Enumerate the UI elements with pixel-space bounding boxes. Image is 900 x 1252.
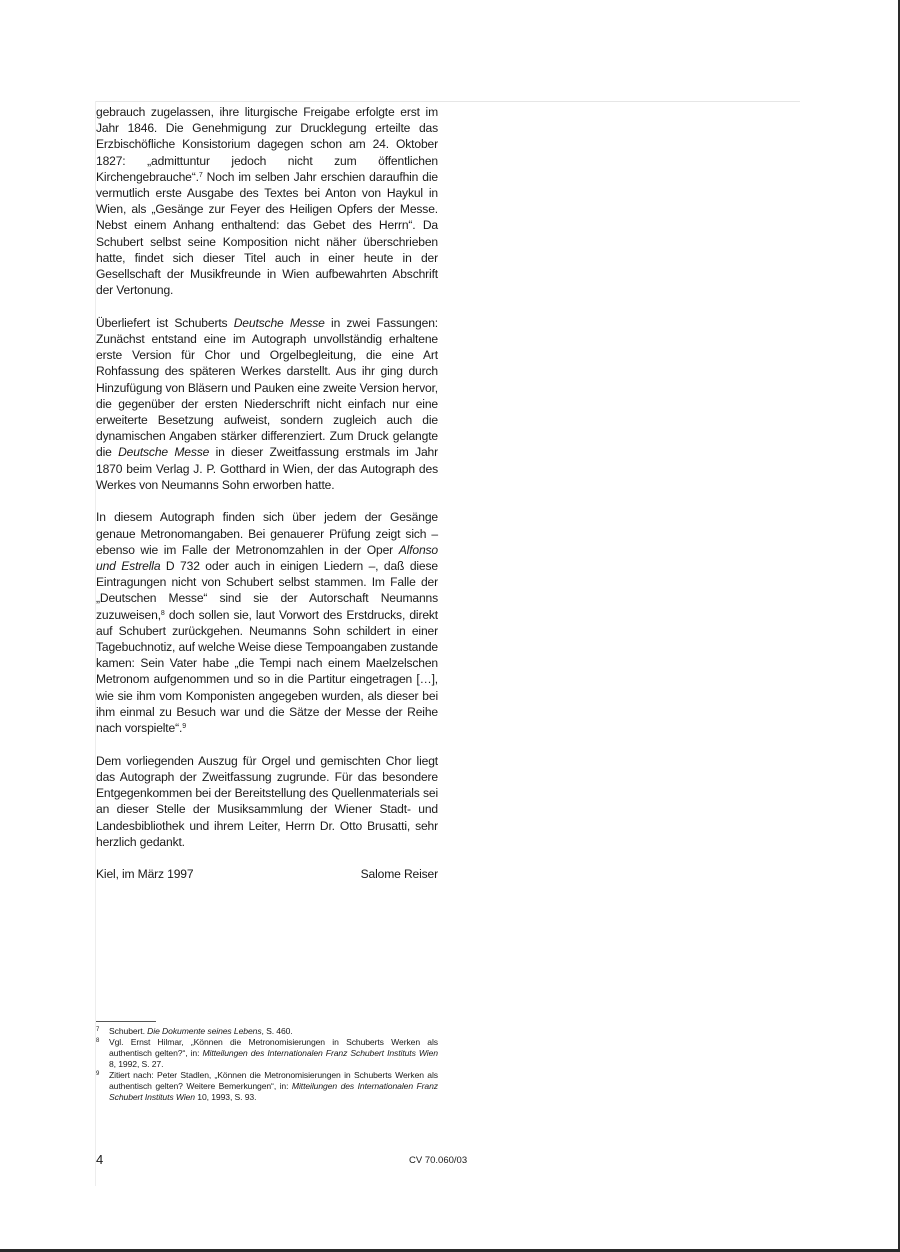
- text-run: gebrauch zugelassen, ihre liturgische Freigabe erfolgte erst im Jahr 1846. Die Genehmigung zur Drucklegung erteilte das Erzbischöfliche Konsistorium dagegen schon am 24. Oktober 1827: „admittuntur jedoch nicht zum öffentlichen Kirchengebrauche“.: [96, 105, 438, 184]
- author-name: Salome Reiser: [360, 867, 438, 882]
- text-run: Schubert.: [109, 1026, 148, 1036]
- text-run: Zitiert nach: Peter Stadlen, „Können die Metronomisierungen in Schuberts Werken als authentisch gelten? Weitere Bemerkungen“, in:: [109, 1070, 438, 1091]
- text-run: In diesem Autograph finden sich über jedem der Gesänge genaue Metronomangaben. Bei genauerer Prüfung zeigt sich – ebenso wie im Falle der Metronomzahlen in der Oper: [96, 510, 438, 557]
- footnote-rule: [96, 1021, 156, 1022]
- paragraph: [96, 104, 438, 298]
- footnote-text: [109, 1026, 438, 1037]
- header-rule: [96, 101, 800, 102]
- text-run: Vgl. Ernst Hilmar, „Können die Metronomisierungen in Schuberts Werken als authentisch gelten?“, in:: [109, 1037, 438, 1058]
- paragraph: [96, 315, 438, 493]
- footnote-ref: 9: [182, 723, 186, 731]
- text-run: Überliefert ist Schuberts: [96, 315, 234, 330]
- text-run: 8, 1992, S. 27.: [109, 1059, 164, 1069]
- footnote: [96, 1037, 438, 1070]
- footnote-text: [109, 1037, 438, 1070]
- place-date: Kiel, im März 1997: [96, 867, 194, 882]
- italic-text: Die Dokumente seines Lebens: [147, 1026, 262, 1036]
- text-run: , S. 460.: [261, 1026, 293, 1036]
- footnote-text: [109, 1070, 438, 1103]
- text-run: 10, 1993, S. 93.: [195, 1092, 257, 1102]
- text-run: doch sollen sie, laut Vorwort des Erstdrucks, direkt auf Schubert zurückgehen. Neumanns Sohn schildert in einer Tagebuchnotiz, auf welche Weise diese Tempoangaben zustande kamen: Sein Vater habe „die Tempi nach einem Maelzelschen Metronom aufgenommen und so in die Partitur eingetragen […], wie sie ihm vom Komponisten angegeben wurden, als dieser bei ihm einmal zu Besuch war und die Sätze der Messe der Reihe nach vorspielte“.: [96, 607, 438, 736]
- page-number: 4: [96, 1152, 104, 1167]
- text-run: Dem vorliegenden Auszug für Orgel und gemischten Chor liegt das Autograph der Zweitfassung zugrunde. Für das besondere Entgegenkommen bei der Bereitstellung des Quellenmaterials sei an dieser Stelle der Musiksammlung der Wiener Stadt- und Landesbibliothek und ihrem Leiter, Herrn Dr. Otto Brusatti, sehr herzlich gedankt.: [96, 753, 438, 849]
- paragraph: [96, 509, 438, 736]
- footnote-ref: 8: [160, 609, 165, 617]
- italic-text: Deutsche Messe: [118, 445, 210, 460]
- text-run: in dieser Zweitfassung erstmals im Jahr 1870 beim Verlag J. P. Gotthard in Wien, der das Autograph des Werkes von Neumanns Sohn erworben hatte.: [96, 445, 438, 492]
- text-run: Noch im selben Jahr erschien daraufhin die vermutlich erste Ausgabe des Textes bei Anton von Haykul in Wien, als „Gesänge zur Feyer des Heiligen Opfers der Messe. Nebst einem Anhang enthaltend: das Gebet des Herrn“. Da Schubert selbst seine Komposition nicht näher überschrieben hatte, findet sich dieser Titel auch in einer heute in der Gesellschaft der Musikfreunde in Wien aufbewahrten Abschrift der Vertonung.: [96, 169, 438, 298]
- paragraph: [96, 753, 438, 850]
- italic-text: Mitteilungen des Internationalen Franz Schubert Instituts Wien: [109, 1081, 438, 1102]
- catalog-number: CV 70.060/03: [409, 1155, 468, 1166]
- footnote-number: 8: [96, 1038, 100, 1044]
- italic-text: Deutsche Messe: [233, 315, 325, 330]
- text-run: D 732 oder auch in einigen Liedern –, daß diese Eintragungen nicht von Schubert selbst stammen. Im Falle der „Deutschen Messe“ sind sie der Autorschaft Neumanns zuzuweisen,: [96, 559, 438, 622]
- italic-text: Alfonso und Estrella: [96, 542, 438, 574]
- footnote: [96, 1026, 438, 1037]
- footnote-number: 7: [96, 1027, 100, 1033]
- footnote-ref: 7: [198, 171, 203, 179]
- footnotes: [96, 1026, 438, 1103]
- body-text-column: [96, 104, 438, 883]
- footnote-number: 9: [96, 1071, 100, 1077]
- text-run: in zwei Fassungen: Zunächst entstand eine im Autograph unvollständig erhaltene erste Version für Chor und Orgelbegleitung, die eine Art Rohfassung des späteren Werkes darstellt. Aus ihr ging durch Hinzufügung von Bläsern und Pauken eine zweite Version hervor, die gegenüber der ersten Niederschrift nicht einfach nur eine erweiterte Besetzung aufweist, sondern zugleich auch die dynamischen Angaben stärker differenziert. Zum Druck gelangte die: [96, 315, 438, 460]
- footnote: [96, 1070, 438, 1103]
- italic-text: Mitteilungen des Internationalen Franz Schubert Instituts Wien: [202, 1048, 438, 1058]
- signoff: [96, 866, 438, 882]
